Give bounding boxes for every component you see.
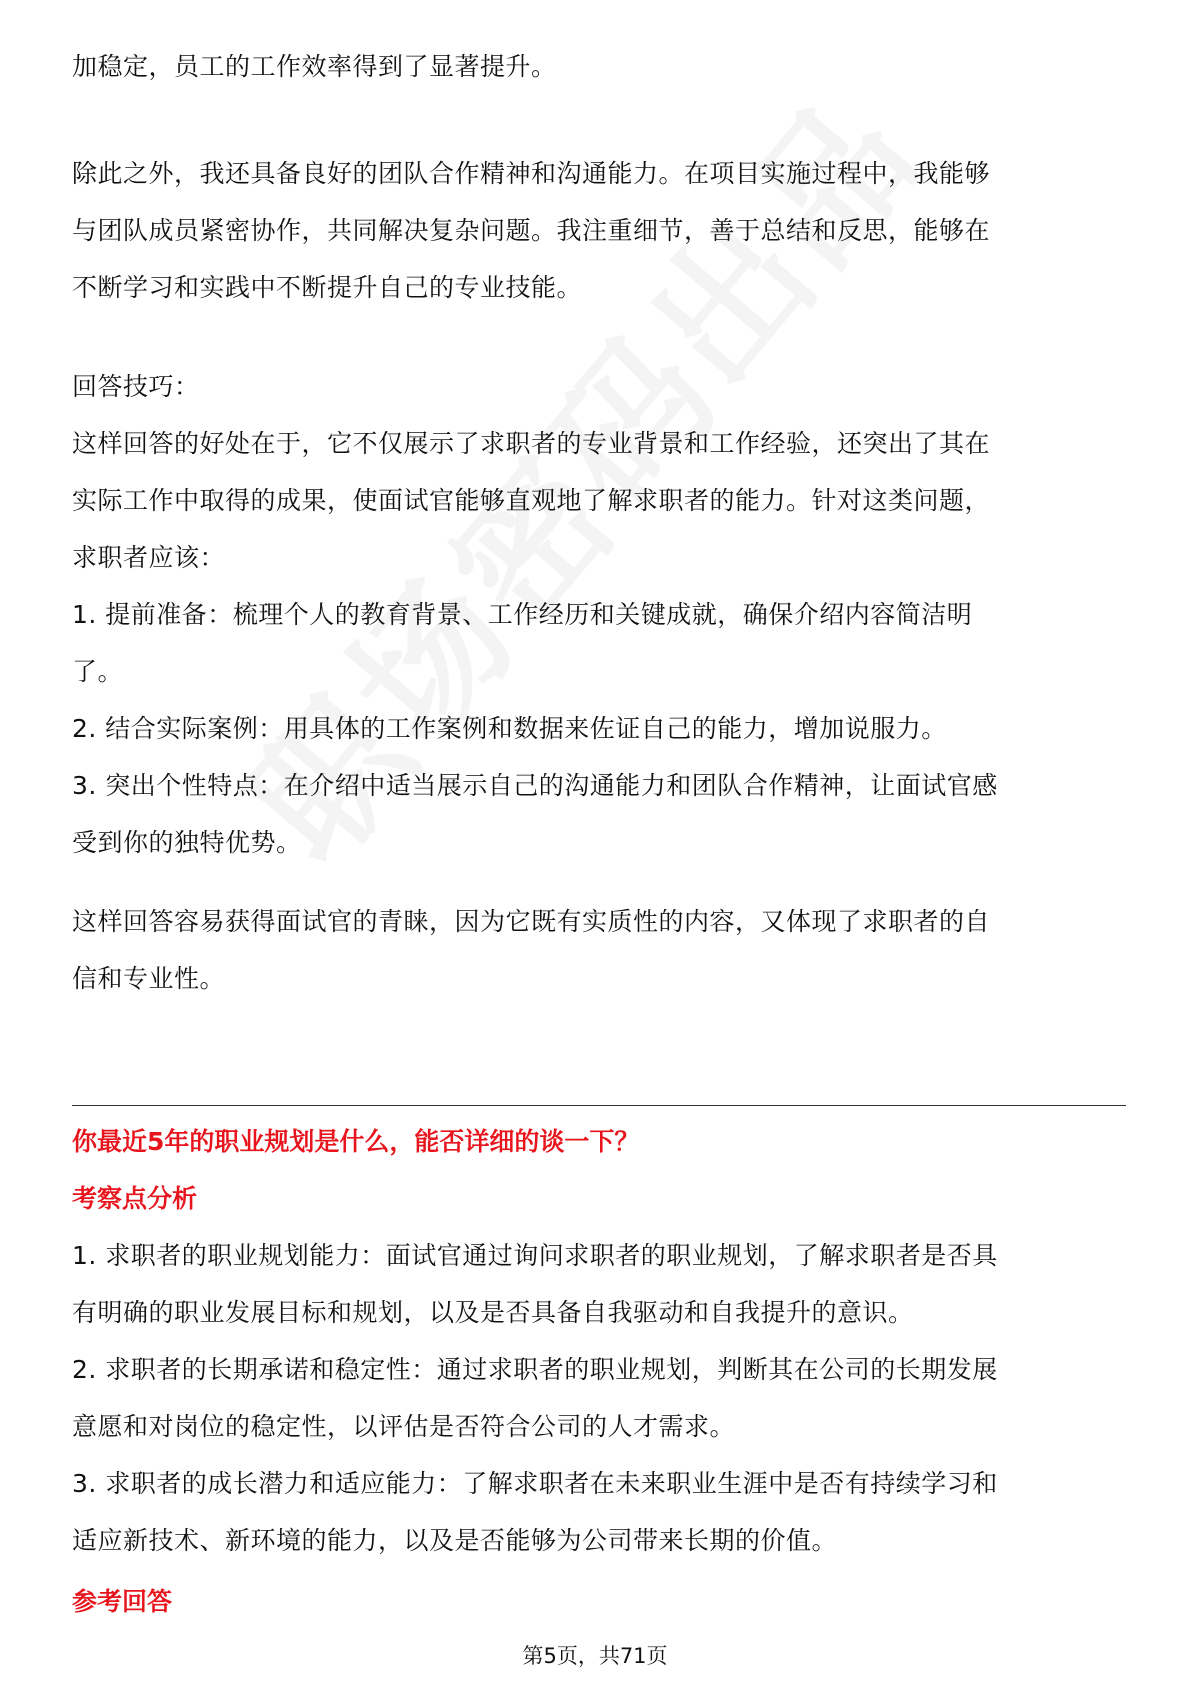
tips-title: 回答技巧： — [72, 372, 200, 401]
analysis-heading: 考察点分析 — [72, 1184, 198, 1213]
list-item: 了。 — [72, 657, 124, 686]
reference-answer-heading: 参考回答 — [72, 1587, 173, 1616]
analysis-list — [72, 1227, 1126, 1569]
text-line: 信和专业性。 — [72, 964, 226, 993]
answer-tips-section — [72, 358, 1126, 871]
list-item: 1. 提前准备：梳理个人的教育背景、工作经历和关键成就，确保介绍内容简洁明 — [72, 600, 973, 629]
list-item: 2. 结合实际案例：用具体的工作案例和数据来佐证自己的能力，增加说服力。 — [72, 714, 947, 743]
list-item: 1. 求职者的职业规划能力：面试官通过询问求职者的职业规划，了解求职者是否具 — [72, 1241, 998, 1270]
text-line: 除此之外，我还具备良好的团队合作精神和沟通能力。在项目实施过程中，我能够 — [72, 159, 991, 188]
text-line: 不断学习和实践中不断提升自己的专业技能。 — [72, 273, 583, 302]
list-item: 3. 求职者的成长潜力和适应能力：了解求职者在未来职业生涯中是否有持续学习和 — [72, 1469, 998, 1498]
section-divider — [72, 1105, 1126, 1106]
paragraph-teamwork — [72, 145, 1126, 316]
list-item: 意愿和对岗位的稳定性，以评估是否符合公司的人才需求。 — [72, 1412, 736, 1441]
text-line: 这样回答容易获得面试官的青睐，因为它既有实质性的内容，又体现了求职者的自 — [72, 907, 991, 936]
text-line: 实际工作中取得的成果，使面试官能够直观地了解求职者的能力。针对这类问题， — [72, 486, 991, 515]
document-page — [72, 0, 1126, 1684]
page-number: 第5页，共71页 — [522, 1644, 668, 1668]
question-title: 你最近5年的职业规划是什么，能否详细的谈一下？ — [72, 1127, 640, 1156]
text-line: 与团队成员紧密协作，共同解决复杂问题。我注重细节，善于总结和反思，能够在 — [72, 216, 991, 245]
text-line: 加稳定，员工的工作效率得到了显著提升。 — [72, 52, 557, 81]
list-item: 2. 求职者的长期承诺和稳定性：通过求职者的职业规划，判断其在公司的长期发展 — [72, 1355, 998, 1384]
paragraph-conclusion — [72, 893, 1126, 1007]
text-line: 求职者应该： — [72, 543, 226, 572]
text-line: 这样回答的好处在于，它不仅展示了求职者的专业背景和工作经验，还突出了其在 — [72, 429, 991, 458]
list-item: 适应新技术、新环境的能力，以及是否能够为公司带来长期的价值。 — [72, 1526, 838, 1555]
list-item: 3. 突出个性特点：在介绍中适当展示自己的沟通能力和团队合作精神，让面试官感 — [72, 771, 998, 800]
paragraph-continuation — [72, 38, 1126, 95]
list-item: 有明确的职业发展目标和规划，以及是否具备自我驱动和自我提升的意识。 — [72, 1298, 914, 1327]
list-item: 受到你的独特优势。 — [72, 828, 302, 857]
